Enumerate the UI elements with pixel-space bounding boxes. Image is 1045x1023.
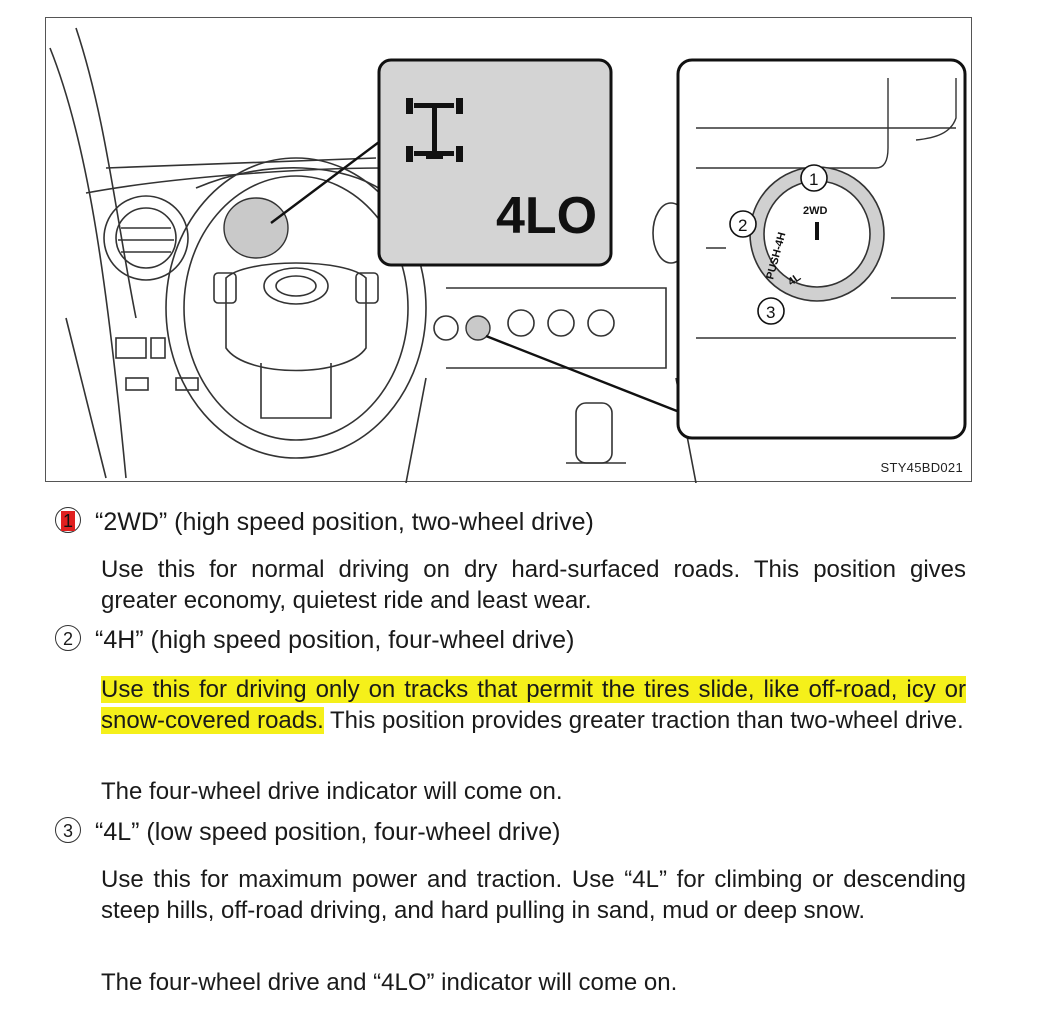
indicator-4lo-text: 4LO [496,187,598,245]
dashboard-illustration [45,17,972,482]
callout-2 [730,211,756,237]
item-number-badge: 1 [55,507,81,533]
item-number-badge: 2 [55,625,81,651]
svg-text:2: 2 [738,216,748,235]
figure-code: STY45BD021 [880,460,963,475]
item-note-4l: The four-wheel drive and “4LO” indicator will come on. [101,969,678,996]
highlighted-text: Use this for driving only on tracks that permit the tires slide, like off-road, icy or snow-covered roads. [101,676,966,734]
svg-text:1: 1 [809,170,819,189]
dial-label-2wd: 2WD [803,205,828,217]
callout-3 [758,298,784,324]
dial-label-4l: 4L [785,271,804,289]
item-heading-4l: 3 “4L” (low speed position, four-wheel drive) [55,817,561,847]
item-description-4l: Use this for maximum power and traction. Use “4L” for climbing or descending steep hills, off-road driving, and hard pulling in sand, mud or deep snow. [101,866,966,924]
item-note-4h: The four-wheel drive indicator will come on. [101,778,563,805]
item-number-badge: 3 [55,817,81,843]
item-description-4h: Use this for driving only on tracks that permit the tires slide, like off-road, icy or snow-covered roads. This position provides greater traction than two-wheel drive. [101,676,966,734]
svg-text:3: 3 [766,303,776,322]
item-description-2wd: Use this for normal driving on dry hard-surfaced roads. This position gives greater economy, quietest ride and least wear. [101,556,966,614]
dial-label-4h: PUSH-4H [764,231,789,281]
callout-1 [801,165,827,191]
dashboard-drawing [46,18,973,483]
item-heading-2wd: 1 “2WD” (high speed position, two-wheel drive) [55,507,594,537]
item-heading-4h: 2 “4H” (high speed position, four-wheel drive) [55,625,574,655]
